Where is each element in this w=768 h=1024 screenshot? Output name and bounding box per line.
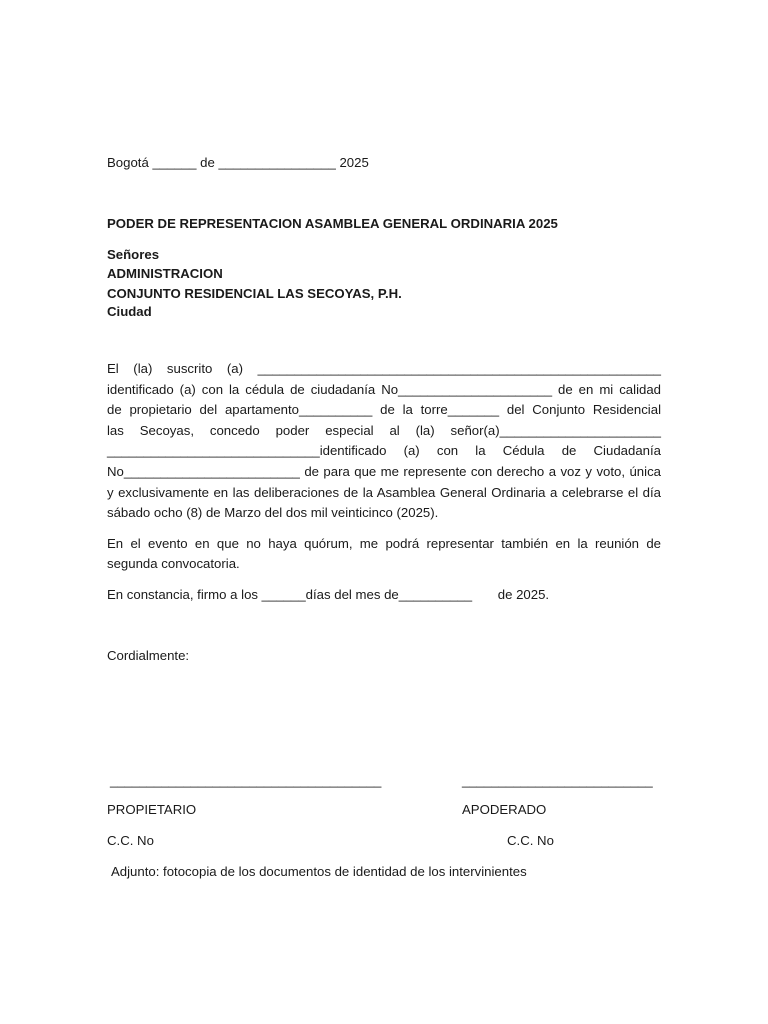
recipient-line-1: Señores [107, 247, 160, 262]
paragraph-1-line: de propietario del apartamento__________ de la torre_______ del Conjunto Residencial [107, 402, 661, 417]
closing: Cordialmente: [107, 648, 190, 663]
proxy-label: APODERADO [462, 802, 547, 817]
paragraph-1-line: _____________________________identificado (a) con la Cédula de Ciudadanía [107, 443, 661, 458]
signature-line-proxy: __________________________ [462, 773, 653, 788]
owner-id: C.C. No [107, 833, 154, 848]
paragraph-1-last-line: sábado ocho (8) de Marzo del dos mil veinticinco (2025). [107, 505, 439, 520]
proxy-id: C.C. No [507, 833, 554, 848]
paragraph-1-line: y exclusivamente en las deliberaciones de la Asamblea General Ordinaria a celebrarse el día [107, 485, 661, 500]
document-title: PODER DE REPRESENTACION ASAMBLEA GENERAL ORDINARIA 2025 [107, 216, 558, 231]
paragraph-3: En constancia, firmo a los ______días del mes de__________ de 2025. [107, 587, 550, 602]
paragraph-1-line: El (la) suscrito (a) _______________________________________________________ [107, 361, 661, 376]
recipient-line-3: CONJUNTO RESIDENCIAL LAS SECOYAS, P.H. [107, 286, 402, 301]
owner-label: PROPIETARIO [107, 802, 197, 817]
recipient-line-2: ADMINISTRACION [107, 266, 223, 281]
date-line: Bogotá ______ de ________________ 2025 [107, 155, 369, 170]
paragraph-1-line: No________________________ de para que me represente con derecho a voz y voto, única [107, 464, 661, 479]
recipient-line-4: Ciudad [107, 304, 152, 319]
paragraph-2-line-1: En el evento en que no haya quórum, me podrá representar también en la reunión de [107, 536, 661, 551]
paragraph-1-line: las Secoyas, concedo poder especial al (la) señor(a)______________________ [107, 423, 661, 438]
attachment-note: Adjunto: fotocopia de los documentos de identidad de los intervinientes [111, 864, 527, 879]
paragraph-2-line-2: segunda convocatoria. [107, 556, 240, 571]
paragraph-1-line: identificado (a) con la cédula de ciudadanía No_____________________ de en mi calidad [107, 382, 661, 397]
signature-line-owner: _____________________________________ [110, 773, 382, 788]
